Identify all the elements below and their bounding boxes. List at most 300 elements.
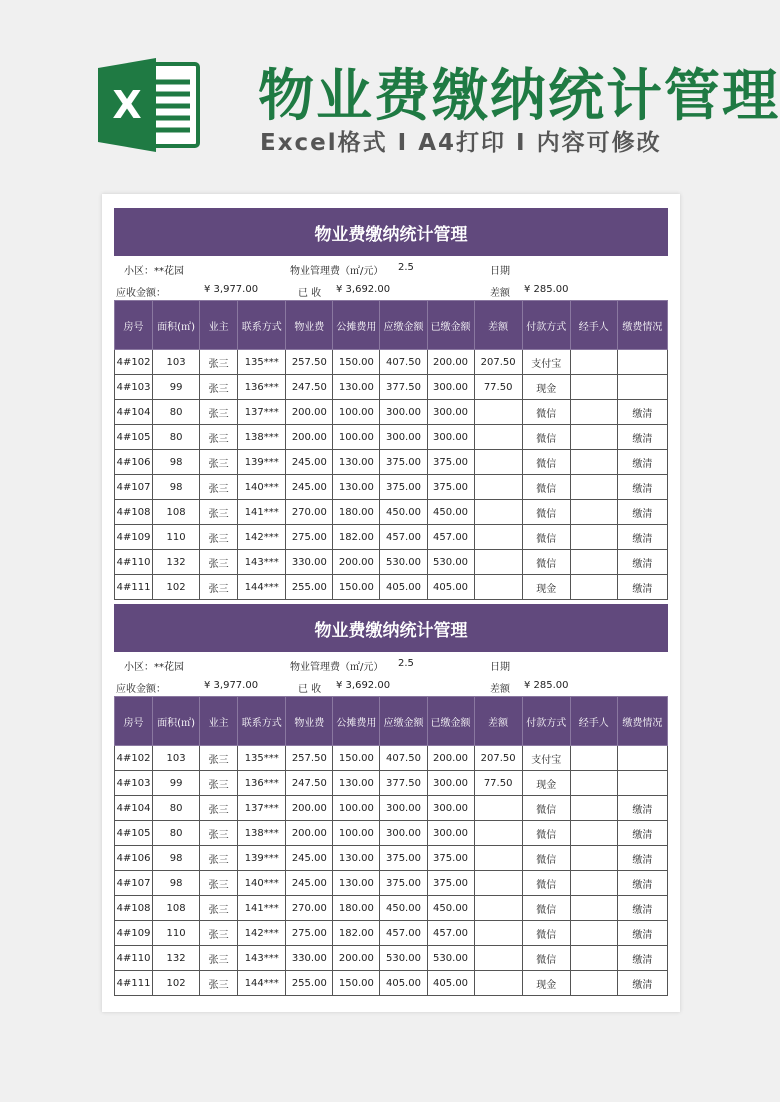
table-cell[interactable]: 130.00	[333, 450, 380, 475]
table-cell[interactable]	[474, 400, 522, 425]
table-cell[interactable]: 143***	[238, 946, 286, 971]
table-cell[interactable]	[474, 896, 522, 921]
table-cell[interactable]: 支付宝	[522, 350, 570, 375]
table-cell[interactable]: 300.00	[427, 375, 474, 400]
table-cell[interactable]: 缴清	[617, 871, 667, 896]
table-cell[interactable]: 现金	[522, 575, 570, 600]
table-cell[interactable]: 132	[153, 946, 200, 971]
table-cell[interactable]: 张三	[200, 500, 238, 525]
table-cell[interactable]: 300.00	[427, 771, 474, 796]
table-row	[115, 896, 668, 921]
table-row	[115, 450, 668, 475]
table-cell[interactable]: 245.00	[286, 450, 333, 475]
table-cell[interactable]: 98	[153, 871, 200, 896]
table-cell[interactable]: 缴清	[617, 525, 667, 550]
table-cell[interactable]: 377.50	[380, 771, 427, 796]
table-cell[interactable]: 110	[153, 525, 200, 550]
table-cell[interactable]	[570, 871, 617, 896]
due-value: ¥ 3,977.00	[204, 284, 259, 295]
table-cell[interactable]: 4#110	[115, 550, 153, 575]
due-label: 应收金额：	[116, 288, 166, 299]
table-cell[interactable]: 98	[153, 475, 200, 500]
table-cell[interactable]: 136***	[238, 771, 286, 796]
table-cell[interactable]: 530.00	[380, 946, 427, 971]
banner-subtitle: Excel格式 I A4打印 I 内容可修改	[260, 130, 662, 156]
table-cell[interactable]: 缴清	[617, 896, 667, 921]
table-cell[interactable]: 407.50	[380, 350, 427, 375]
table-cell[interactable]: 77.50	[474, 771, 522, 796]
table-cell[interactable]: 377.50	[380, 375, 427, 400]
table-cell[interactable]: 4#111	[115, 575, 153, 600]
table-cell[interactable]: 99	[153, 771, 200, 796]
table-cell[interactable]: 270.00	[286, 500, 333, 525]
table-cell[interactable]: 300.00	[380, 821, 427, 846]
table-row	[115, 796, 668, 821]
sheet-title: 物业费缴纳统计管理	[114, 604, 668, 652]
table-cell[interactable]: 4#103	[115, 771, 153, 796]
table-cell[interactable]: 375.00	[427, 450, 474, 475]
table-cell[interactable]: 4#108	[115, 500, 153, 525]
table-cell[interactable]: 张三	[200, 350, 238, 375]
table-cell[interactable]: 139***	[238, 846, 286, 871]
table-cell[interactable]: 300.00	[427, 796, 474, 821]
table-cell[interactable]: 缴清	[617, 425, 667, 450]
diff-label: 差额	[490, 684, 510, 695]
table-cell[interactable]: 100.00	[333, 400, 380, 425]
column-header: 应缴金额	[380, 697, 427, 746]
table-cell[interactable]	[570, 896, 617, 921]
table-cell[interactable]: 微信	[522, 425, 570, 450]
table-cell[interactable]: 180.00	[333, 500, 380, 525]
table-cell[interactable]	[474, 946, 522, 971]
table-cell[interactable]	[474, 475, 522, 500]
table-cell[interactable]: 张三	[200, 846, 238, 871]
table-body	[115, 746, 668, 996]
table-cell[interactable]: 200.00	[286, 821, 333, 846]
table-cell[interactable]: 207.50	[474, 746, 522, 771]
table-cell[interactable]: 微信	[522, 846, 570, 871]
table-cell[interactable]: 141***	[238, 500, 286, 525]
table-cell[interactable]: 200.00	[333, 550, 380, 575]
column-header: 房号	[115, 697, 153, 746]
table-cell[interactable]: 张三	[200, 946, 238, 971]
table-cell[interactable]: 108	[153, 896, 200, 921]
table-cell[interactable]	[570, 971, 617, 996]
table-cell[interactable]: 4#110	[115, 946, 153, 971]
table-cell[interactable]	[570, 550, 617, 575]
table-cell[interactable]	[570, 846, 617, 871]
table-cell[interactable]: 微信	[522, 896, 570, 921]
table-cell[interactable]: 200.00	[286, 400, 333, 425]
table-cell[interactable]	[570, 450, 617, 475]
table-cell[interactable]: 257.50	[286, 350, 333, 375]
table-cell[interactable]: 4#104	[115, 796, 153, 821]
table-cell[interactable]: 微信	[522, 921, 570, 946]
table-cell[interactable]	[474, 796, 522, 821]
table-cell[interactable]: 450.00	[380, 500, 427, 525]
table-cell[interactable]: 130.00	[333, 375, 380, 400]
column-header: 付款方式	[522, 301, 570, 350]
table-cell[interactable]: 4#108	[115, 896, 153, 921]
table-cell[interactable]: 150.00	[333, 575, 380, 600]
table-cell[interactable]: 141***	[238, 896, 286, 921]
table-cell[interactable]: 457.00	[380, 525, 427, 550]
table-cell[interactable]: 255.00	[286, 971, 333, 996]
column-header: 面积(㎡)	[153, 697, 200, 746]
table-cell[interactable]	[474, 921, 522, 946]
table-cell[interactable]	[617, 746, 667, 771]
table-cell[interactable]: 4#106	[115, 450, 153, 475]
table-cell[interactable]: 缴清	[617, 796, 667, 821]
table-cell[interactable]: 80	[153, 425, 200, 450]
fee-label: 物业管理费（㎡/元）	[290, 266, 384, 277]
table-cell[interactable]: 100.00	[333, 425, 380, 450]
table-cell[interactable]: 150.00	[333, 350, 380, 375]
table-cell[interactable]: 张三	[200, 771, 238, 796]
table-cell[interactable]	[570, 796, 617, 821]
table-cell[interactable]: 450.00	[380, 896, 427, 921]
table-body	[115, 350, 668, 600]
table-cell[interactable]: 张三	[200, 821, 238, 846]
column-header: 物业费	[286, 697, 333, 746]
column-header: 经手人	[570, 301, 617, 350]
table-cell[interactable]: 微信	[522, 500, 570, 525]
table-cell[interactable]: 80	[153, 796, 200, 821]
column-header: 付款方式	[522, 697, 570, 746]
table-cell[interactable]	[570, 400, 617, 425]
table-cell[interactable]: 375.00	[380, 871, 427, 896]
table-cell[interactable]: 4#105	[115, 425, 153, 450]
table-row	[115, 821, 668, 846]
table-cell[interactable]: 405.00	[427, 575, 474, 600]
table-cell[interactable]	[570, 946, 617, 971]
table-cell[interactable]: 270.00	[286, 896, 333, 921]
table-cell[interactable]: 4#106	[115, 846, 153, 871]
table-cell[interactable]: 4#107	[115, 475, 153, 500]
sheet-block-1	[114, 208, 668, 600]
table-cell[interactable]: 缴清	[617, 921, 667, 946]
table-cell[interactable]: 张三	[200, 400, 238, 425]
table-cell[interactable]	[570, 525, 617, 550]
paid-value: ¥ 3,692.00	[336, 680, 391, 691]
table-cell[interactable]: 4#105	[115, 821, 153, 846]
table-cell[interactable]: 144***	[238, 971, 286, 996]
table-cell[interactable]: 张三	[200, 921, 238, 946]
table-cell[interactable]: 微信	[522, 796, 570, 821]
table-cell[interactable]: 200.00	[286, 425, 333, 450]
table-cell[interactable]: 457.00	[427, 921, 474, 946]
table-cell[interactable]: 现金	[522, 971, 570, 996]
table-cell[interactable]: 130.00	[333, 846, 380, 871]
table-cell[interactable]	[617, 375, 667, 400]
table-row	[115, 550, 668, 575]
column-header: 应缴金额	[380, 301, 427, 350]
table-cell[interactable]: 4#102	[115, 746, 153, 771]
table-row	[115, 971, 668, 996]
table-cell[interactable]	[570, 771, 617, 796]
table-cell[interactable]	[474, 425, 522, 450]
table-cell[interactable]: 137***	[238, 400, 286, 425]
table-cell[interactable]: 100.00	[333, 821, 380, 846]
table-cell[interactable]: 4#102	[115, 350, 153, 375]
table-cell[interactable]	[474, 871, 522, 896]
diff-label: 差额	[490, 288, 510, 299]
table-cell[interactable]: 130.00	[333, 475, 380, 500]
date-label: 日期	[490, 662, 510, 673]
table-cell[interactable]: 张三	[200, 475, 238, 500]
column-header: 面积(㎡)	[153, 301, 200, 350]
table-row	[115, 375, 668, 400]
table-cell[interactable]	[570, 575, 617, 600]
table-cell[interactable]: 张三	[200, 796, 238, 821]
due-label: 应收金额：	[116, 684, 166, 695]
table-cell[interactable]	[570, 921, 617, 946]
table-cell[interactable]: 375.00	[380, 450, 427, 475]
table-cell[interactable]: 100.00	[333, 796, 380, 821]
table-cell[interactable]: 142***	[238, 921, 286, 946]
column-header: 差额	[474, 697, 522, 746]
table-cell[interactable]: 257.50	[286, 746, 333, 771]
table-cell[interactable]: 375.00	[427, 871, 474, 896]
table-cell[interactable]: 450.00	[427, 500, 474, 525]
table-cell[interactable]: 4#104	[115, 400, 153, 425]
table-cell[interactable]: 275.00	[286, 921, 333, 946]
table-cell[interactable]: 245.00	[286, 846, 333, 871]
table-cell[interactable]: 98	[153, 450, 200, 475]
table-cell[interactable]: 200.00	[427, 746, 474, 771]
table-cell[interactable]: 缴清	[617, 946, 667, 971]
table-cell[interactable]: 150.00	[333, 746, 380, 771]
table-cell[interactable]: 255.00	[286, 575, 333, 600]
table-cell[interactable]: 缴清	[617, 971, 667, 996]
table-cell[interactable]: 405.00	[380, 575, 427, 600]
sheet-block-2	[114, 604, 668, 996]
table-cell[interactable]: 80	[153, 821, 200, 846]
table-cell[interactable]: 143***	[238, 550, 286, 575]
table-row	[115, 350, 668, 375]
table-cell[interactable]: 300.00	[380, 796, 427, 821]
table-cell[interactable]: 4#103	[115, 375, 153, 400]
table-cell[interactable]: 4#111	[115, 971, 153, 996]
table-cell[interactable]: 136***	[238, 375, 286, 400]
info-row-amounts	[114, 278, 668, 300]
table-cell[interactable]	[617, 350, 667, 375]
table-cell[interactable]: 缴清	[617, 400, 667, 425]
table-cell[interactable]	[474, 500, 522, 525]
table-cell[interactable]: 375.00	[427, 475, 474, 500]
table-cell[interactable]: 微信	[522, 871, 570, 896]
table-cell[interactable]: 139***	[238, 450, 286, 475]
table-cell[interactable]: 微信	[522, 550, 570, 575]
sheet-title: 物业费缴纳统计管理	[114, 208, 668, 256]
table-cell[interactable]: 现金	[522, 771, 570, 796]
fee-table	[114, 696, 668, 996]
table-cell[interactable]	[474, 525, 522, 550]
table-cell[interactable]: 300.00	[380, 400, 427, 425]
table-cell[interactable]: 4#109	[115, 921, 153, 946]
table-cell[interactable]: 450.00	[427, 896, 474, 921]
column-header: 差额	[474, 301, 522, 350]
table-cell[interactable]: 微信	[522, 400, 570, 425]
diff-value: ¥ 285.00	[524, 680, 569, 691]
table-cell[interactable]: 375.00	[380, 846, 427, 871]
table-cell[interactable]: 144***	[238, 575, 286, 600]
table-cell[interactable]	[474, 846, 522, 871]
table-cell[interactable]: 300.00	[427, 821, 474, 846]
area-label: 小区：	[124, 662, 154, 673]
table-row	[115, 771, 668, 796]
table-cell[interactable]: 张三	[200, 746, 238, 771]
table-cell[interactable]: 微信	[522, 525, 570, 550]
table-cell[interactable]: 110	[153, 921, 200, 946]
table-cell[interactable]: 102	[153, 971, 200, 996]
table-cell[interactable]: 缴清	[617, 821, 667, 846]
table-cell[interactable]: 80	[153, 400, 200, 425]
table-cell[interactable]: 182.00	[333, 525, 380, 550]
table-cell[interactable]: 300.00	[427, 425, 474, 450]
table-cell[interactable]: 张三	[200, 871, 238, 896]
table-cell[interactable]	[570, 821, 617, 846]
table-cell[interactable]: 张三	[200, 971, 238, 996]
table-cell[interactable]: 130.00	[333, 871, 380, 896]
table-cell[interactable]: 张三	[200, 525, 238, 550]
table-cell[interactable]: 张三	[200, 450, 238, 475]
table-cell[interactable]	[474, 550, 522, 575]
fee-label: 物业管理费（㎡/元）	[290, 662, 384, 673]
table-cell[interactable]: 245.00	[286, 871, 333, 896]
table-cell[interactable]	[570, 500, 617, 525]
table-cell[interactable]: 275.00	[286, 525, 333, 550]
table-cell[interactable]: 微信	[522, 475, 570, 500]
table-row	[115, 525, 668, 550]
table-header-row	[115, 301, 668, 350]
table-cell[interactable]	[570, 425, 617, 450]
table-cell[interactable]: 108	[153, 500, 200, 525]
table-cell[interactable]: 张三	[200, 550, 238, 575]
table-cell[interactable]	[570, 350, 617, 375]
table-cell[interactable]	[474, 971, 522, 996]
excel-logo-letter: X	[112, 83, 142, 127]
banner-title: 物业费缴纳统计管理	[258, 64, 780, 129]
table-cell[interactable]: 现金	[522, 375, 570, 400]
table-cell[interactable]: 530.00	[427, 550, 474, 575]
table-cell[interactable]: 缴清	[617, 475, 667, 500]
table-cell[interactable]: 150.00	[333, 971, 380, 996]
table-cell[interactable]: 137***	[238, 796, 286, 821]
column-header: 业主	[200, 301, 238, 350]
table-cell[interactable]: 140***	[238, 475, 286, 500]
table-cell[interactable]: 138***	[238, 821, 286, 846]
table-cell[interactable]	[474, 575, 522, 600]
column-header: 已缴金额	[427, 697, 474, 746]
table-cell[interactable]: 缴清	[617, 550, 667, 575]
table-cell[interactable]: 103	[153, 746, 200, 771]
table-cell[interactable]: 微信	[522, 821, 570, 846]
table-cell[interactable]: 132	[153, 550, 200, 575]
table-cell[interactable]: 77.50	[474, 375, 522, 400]
table-cell[interactable]: 300.00	[380, 425, 427, 450]
table-cell[interactable]: 张三	[200, 375, 238, 400]
table-cell[interactable]: 4#107	[115, 871, 153, 896]
table-cell[interactable]	[617, 771, 667, 796]
column-header: 联系方式	[238, 697, 286, 746]
header-banner	[0, 0, 780, 190]
table-cell[interactable]: 375.00	[380, 475, 427, 500]
table-cell[interactable]: 530.00	[380, 550, 427, 575]
table-cell[interactable]: 缴清	[617, 846, 667, 871]
table-cell[interactable]: 135***	[238, 746, 286, 771]
table-cell[interactable]: 缴清	[617, 575, 667, 600]
table-cell[interactable]: 180.00	[333, 896, 380, 921]
table-cell[interactable]: 530.00	[427, 946, 474, 971]
table-row	[115, 846, 668, 871]
table-cell[interactable]: 140***	[238, 871, 286, 896]
diff-value: ¥ 285.00	[524, 284, 569, 295]
table-cell[interactable]: 缴清	[617, 450, 667, 475]
table-cell[interactable]: 200.00	[286, 796, 333, 821]
table-row	[115, 921, 668, 946]
table-cell[interactable]: 200.00	[333, 946, 380, 971]
table-cell[interactable]: 247.50	[286, 771, 333, 796]
table-cell[interactable]: 405.00	[427, 971, 474, 996]
table-cell[interactable]: 457.00	[380, 921, 427, 946]
date-label: 日期	[490, 266, 510, 277]
table-cell[interactable]: 407.50	[380, 746, 427, 771]
table-cell[interactable]	[570, 375, 617, 400]
table-cell[interactable]: 200.00	[427, 350, 474, 375]
table-cell[interactable]	[570, 475, 617, 500]
table-cell[interactable]: 张三	[200, 425, 238, 450]
table-cell[interactable]: 135***	[238, 350, 286, 375]
table-cell[interactable]: 4#109	[115, 525, 153, 550]
table-cell[interactable]: 微信	[522, 946, 570, 971]
table-cell[interactable]: 247.50	[286, 375, 333, 400]
table-cell[interactable]: 99	[153, 375, 200, 400]
table-cell[interactable]	[474, 821, 522, 846]
table-cell[interactable]: 支付宝	[522, 746, 570, 771]
column-header: 公摊费用	[333, 301, 380, 350]
column-header: 已缴金额	[427, 301, 474, 350]
table-row	[115, 946, 668, 971]
table-cell[interactable]: 182.00	[333, 921, 380, 946]
table-cell[interactable]: 457.00	[427, 525, 474, 550]
table-cell[interactable]: 330.00	[286, 550, 333, 575]
table-cell[interactable]	[570, 746, 617, 771]
table-cell[interactable]: 98	[153, 846, 200, 871]
due-value: ¥ 3,977.00	[204, 680, 259, 691]
area-value: **花园	[154, 662, 184, 673]
table-cell[interactable]: 330.00	[286, 946, 333, 971]
table-cell[interactable]: 103	[153, 350, 200, 375]
table-cell[interactable]: 130.00	[333, 771, 380, 796]
table-cell[interactable]: 300.00	[427, 400, 474, 425]
table-cell[interactable]: 138***	[238, 425, 286, 450]
table-cell[interactable]: 102	[153, 575, 200, 600]
table-cell[interactable]: 142***	[238, 525, 286, 550]
table-row	[115, 746, 668, 771]
area-label: 小区：	[124, 266, 154, 277]
info-row-amounts	[114, 674, 668, 696]
table-cell[interactable]: 张三	[200, 575, 238, 600]
table-cell[interactable]: 207.50	[474, 350, 522, 375]
table-cell[interactable]: 张三	[200, 896, 238, 921]
table-cell[interactable]: 缴清	[617, 500, 667, 525]
table-cell[interactable]: 微信	[522, 450, 570, 475]
table-cell[interactable]	[474, 450, 522, 475]
table-cell[interactable]: 375.00	[427, 846, 474, 871]
table-cell[interactable]: 245.00	[286, 475, 333, 500]
table-cell[interactable]: 405.00	[380, 971, 427, 996]
